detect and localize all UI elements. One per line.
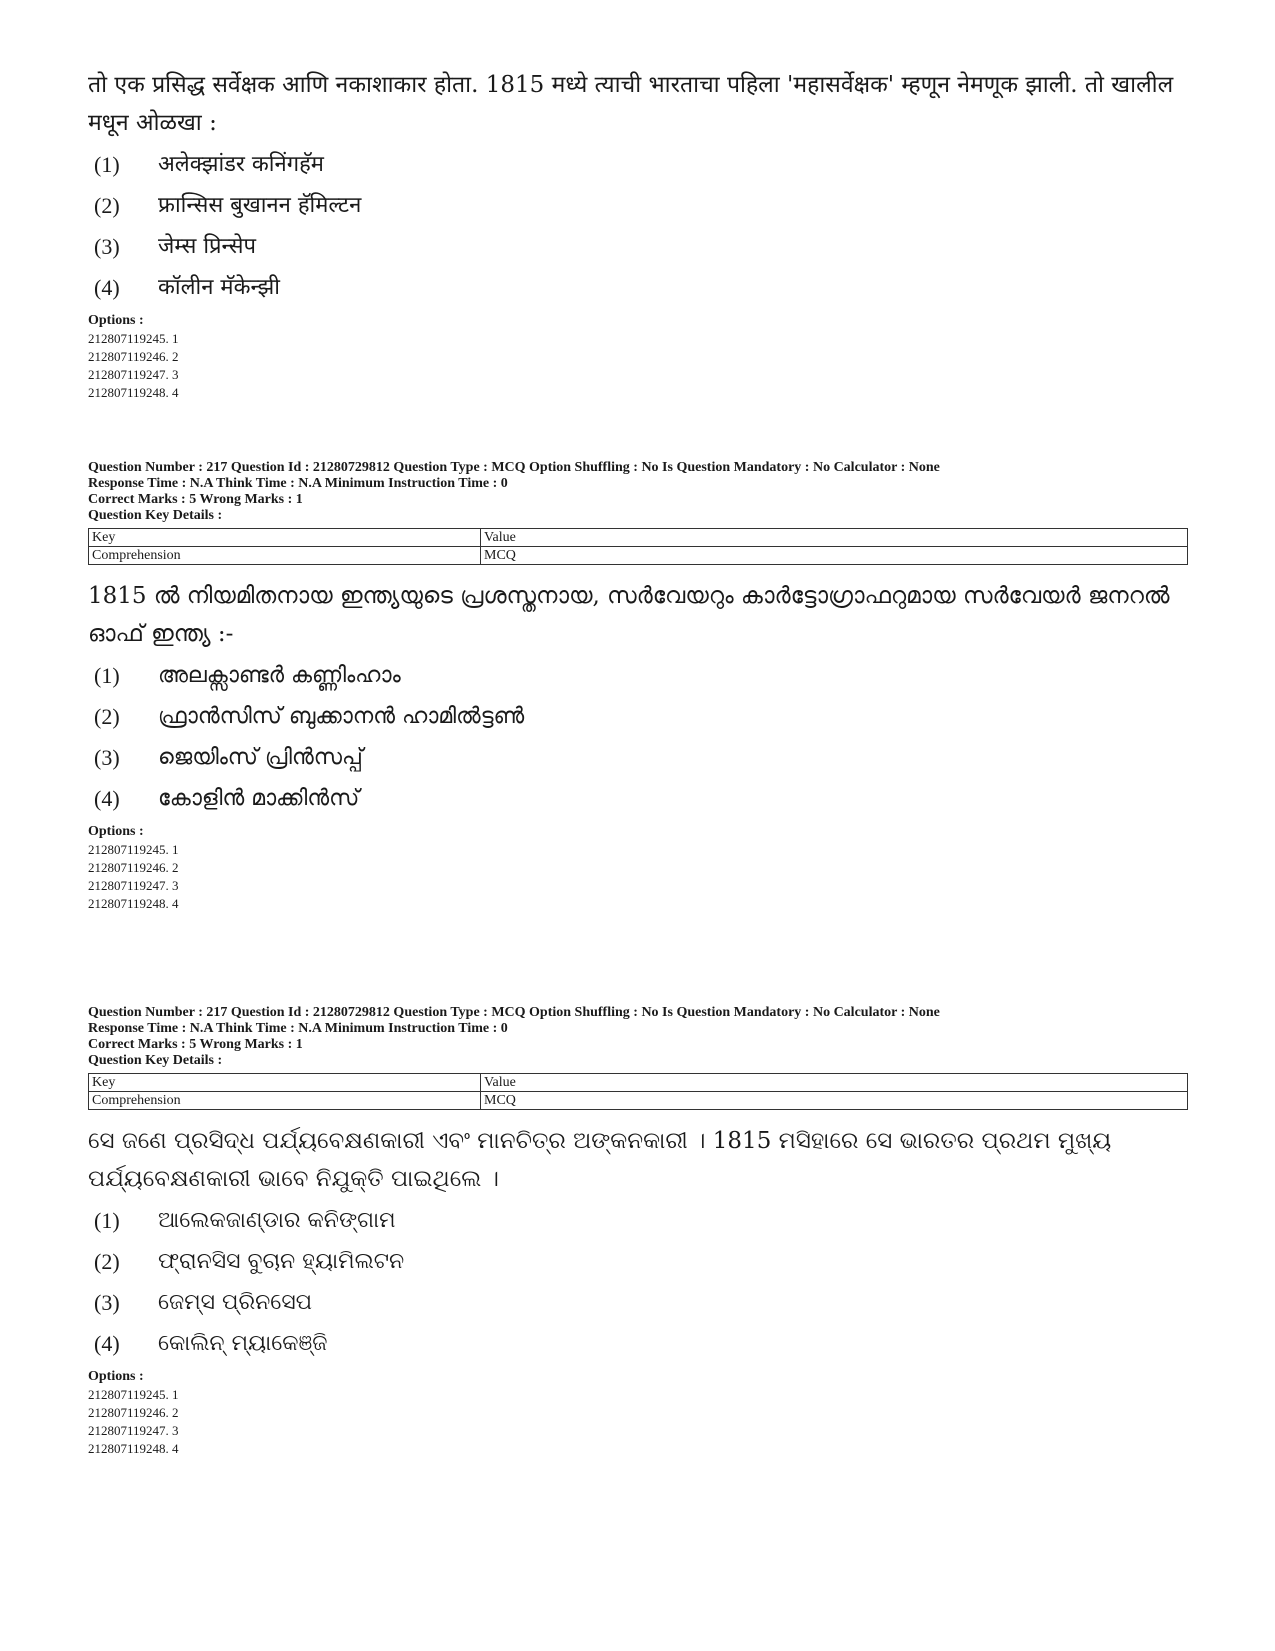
option-id: 212807119248. 4 (88, 896, 179, 911)
options-label: Options : (88, 824, 144, 839)
question-metadata (88, 460, 1188, 524)
option-number: (1) (94, 1208, 120, 1233)
option-number: (4) (94, 275, 120, 300)
option-text: അലക്സാണ്ടർ കണ്ണിംഹാം (158, 663, 401, 688)
option-id: 212807119247. 3 (88, 367, 179, 382)
answer-option-3 (94, 226, 1188, 267)
answer-option-1 (94, 144, 1188, 185)
answer-option-4 (94, 267, 1188, 308)
table-cell-value: MCQ (481, 547, 1188, 565)
table-header-row (89, 529, 1188, 547)
answer-option-4 (94, 1323, 1188, 1364)
option-number: (2) (94, 704, 120, 729)
answer-options (94, 144, 1188, 308)
question-text: ସେ ଜଣେ ପ୍ରସିଦ୍ଧ ପର୍ଯ୍ୟବେକ୍ଷଣକାରୀ ଏବଂ ମାନଚିତ୍ର ଅଙ୍କନକାରୀ । 1815 ମସିହାରେ ସେ ଭାରତର ପ୍ରଥମ ମୁଖ୍ୟ ପର୍ଯ୍ୟବେକ୍ଷଣକାରୀ ଭାବେ ନିଯୁକ୍ତି ପାଇଥିଲେ । (88, 1128, 1112, 1192)
option-text: ജെയിംസ് പ്രിൻസപ്പ് (158, 745, 363, 770)
option-id: 212807119246. 2 (88, 1405, 179, 1420)
option-text: फ्रान्सिस बुखानन हॅमिल्टन (158, 193, 362, 218)
question-block-marathi (88, 66, 1188, 402)
option-id: 212807119248. 4 (88, 385, 179, 400)
option-id: 212807119247. 3 (88, 878, 179, 893)
marks-line: Correct Marks : 5 Wrong Marks : 1 (88, 1037, 303, 1052)
option-text: कॉलीन मॅकेन्झी (158, 275, 281, 300)
option-id: 212807119246. 2 (88, 860, 179, 875)
options-label: Options : (88, 1369, 144, 1384)
option-id: 212807119245. 1 (88, 331, 179, 346)
question-meta-line: Question Number : 217 Question Id : 21280729812 Question Type : MCQ Option Shuffling : No Is Question Mandatory : No Calculator : None (88, 1005, 940, 1020)
table-header-row (89, 1074, 1188, 1092)
option-id: 212807119245. 1 (88, 1387, 179, 1402)
question-text: तो एक प्रसिद्ध सर्वेक्षक आणि नकाशाकार होता. 1815 मध्ये त्याची भारताचा पहिला 'महासर्वेक्षक' म्हणून नेमणूक झाली. तो खालील मधून ओळखा : (88, 72, 1174, 136)
option-number: (3) (94, 1290, 120, 1315)
table-cell-key: Comprehension (89, 547, 481, 565)
option-text: ଜେମ୍ସ ପ୍ରିନସେପ (158, 1290, 313, 1315)
response-time-line: Response Time : N.A Think Time : N.A Minimum Instruction Time : 0 (88, 476, 508, 491)
answer-option-1 (94, 655, 1188, 696)
answer-option-1 (94, 1200, 1188, 1241)
answer-option-2 (94, 696, 1188, 737)
option-number: (3) (94, 745, 120, 770)
option-number: (4) (94, 786, 120, 811)
question-meta-line: Question Number : 217 Question Id : 21280729812 Question Type : MCQ Option Shuffling : No Is Question Mandatory : No Calculator : None (88, 460, 940, 475)
marks-line: Correct Marks : 5 Wrong Marks : 1 (88, 492, 303, 507)
option-number: (2) (94, 1249, 120, 1274)
options-label: Options : (88, 313, 144, 328)
table-header-value: Value (481, 1074, 1188, 1092)
option-text: जेम्स प्रिन्सेप (158, 234, 257, 259)
answer-options (94, 1200, 1188, 1364)
answer-option-3 (94, 737, 1188, 778)
answer-option-2 (94, 185, 1188, 226)
response-time-line: Response Time : N.A Think Time : N.A Minimum Instruction Time : 0 (88, 1021, 508, 1036)
key-details-label: Question Key Details : (88, 1053, 223, 1068)
table-cell-key: Comprehension (89, 1092, 481, 1110)
answer-option-2 (94, 1241, 1188, 1282)
option-text: ഫ്രാൻസിസ് ബുക്കാനൻ ഹാമിൽട്ടൺ (158, 704, 525, 729)
option-id: 212807119246. 2 (88, 349, 179, 364)
table-cell-value: MCQ (481, 1092, 1188, 1110)
option-number: (3) (94, 234, 120, 259)
option-number: (4) (94, 1331, 120, 1356)
question-block-odia (88, 1005, 1188, 1458)
key-details-label: Question Key Details : (88, 508, 223, 523)
table-header-value: Value (481, 529, 1188, 547)
table-row (89, 1092, 1188, 1110)
question-metadata (88, 1005, 1188, 1069)
option-text: ଫ୍ରାନସିସ ବୁଚାନ ହ୍ୟାମିଲଟନ (158, 1249, 405, 1274)
option-number: (1) (94, 663, 120, 688)
option-number: (2) (94, 193, 120, 218)
question-block-malayalam (88, 460, 1188, 913)
option-text: ଆଲେକଜାଣ୍ଡାର କନିଙ୍ଗାମ (158, 1208, 396, 1233)
option-text: କୋଲିନ୍ ମ୍ୟାକେଞ୍ଜି (158, 1331, 328, 1356)
table-header-key: Key (89, 529, 481, 547)
table-row (89, 547, 1188, 565)
key-value-table (88, 1073, 1188, 1110)
question-text: 1815 ൽ നിയമിതനായ ഇന്ത്യയുടെ പ്രശസ്തനായ, സർവേയറും കാർട്ടോഗ്രാഫറുമായ സർവേയർ ജനറൽ ഓഫ് ഇന്ത്യ :- (88, 583, 1170, 647)
option-text: अलेक्झांडर कनिंगहॅम (158, 152, 324, 177)
table-header-key: Key (89, 1074, 481, 1092)
answer-option-4 (94, 778, 1188, 819)
answer-option-3 (94, 1282, 1188, 1323)
option-text: കോളിൻ മാക്കിൻസ് (158, 786, 360, 811)
answer-options (94, 655, 1188, 819)
option-id: 212807119248. 4 (88, 1441, 179, 1456)
option-id: 212807119245. 1 (88, 842, 179, 857)
key-value-table (88, 528, 1188, 565)
option-id: 212807119247. 3 (88, 1423, 179, 1438)
option-number: (1) (94, 152, 120, 177)
